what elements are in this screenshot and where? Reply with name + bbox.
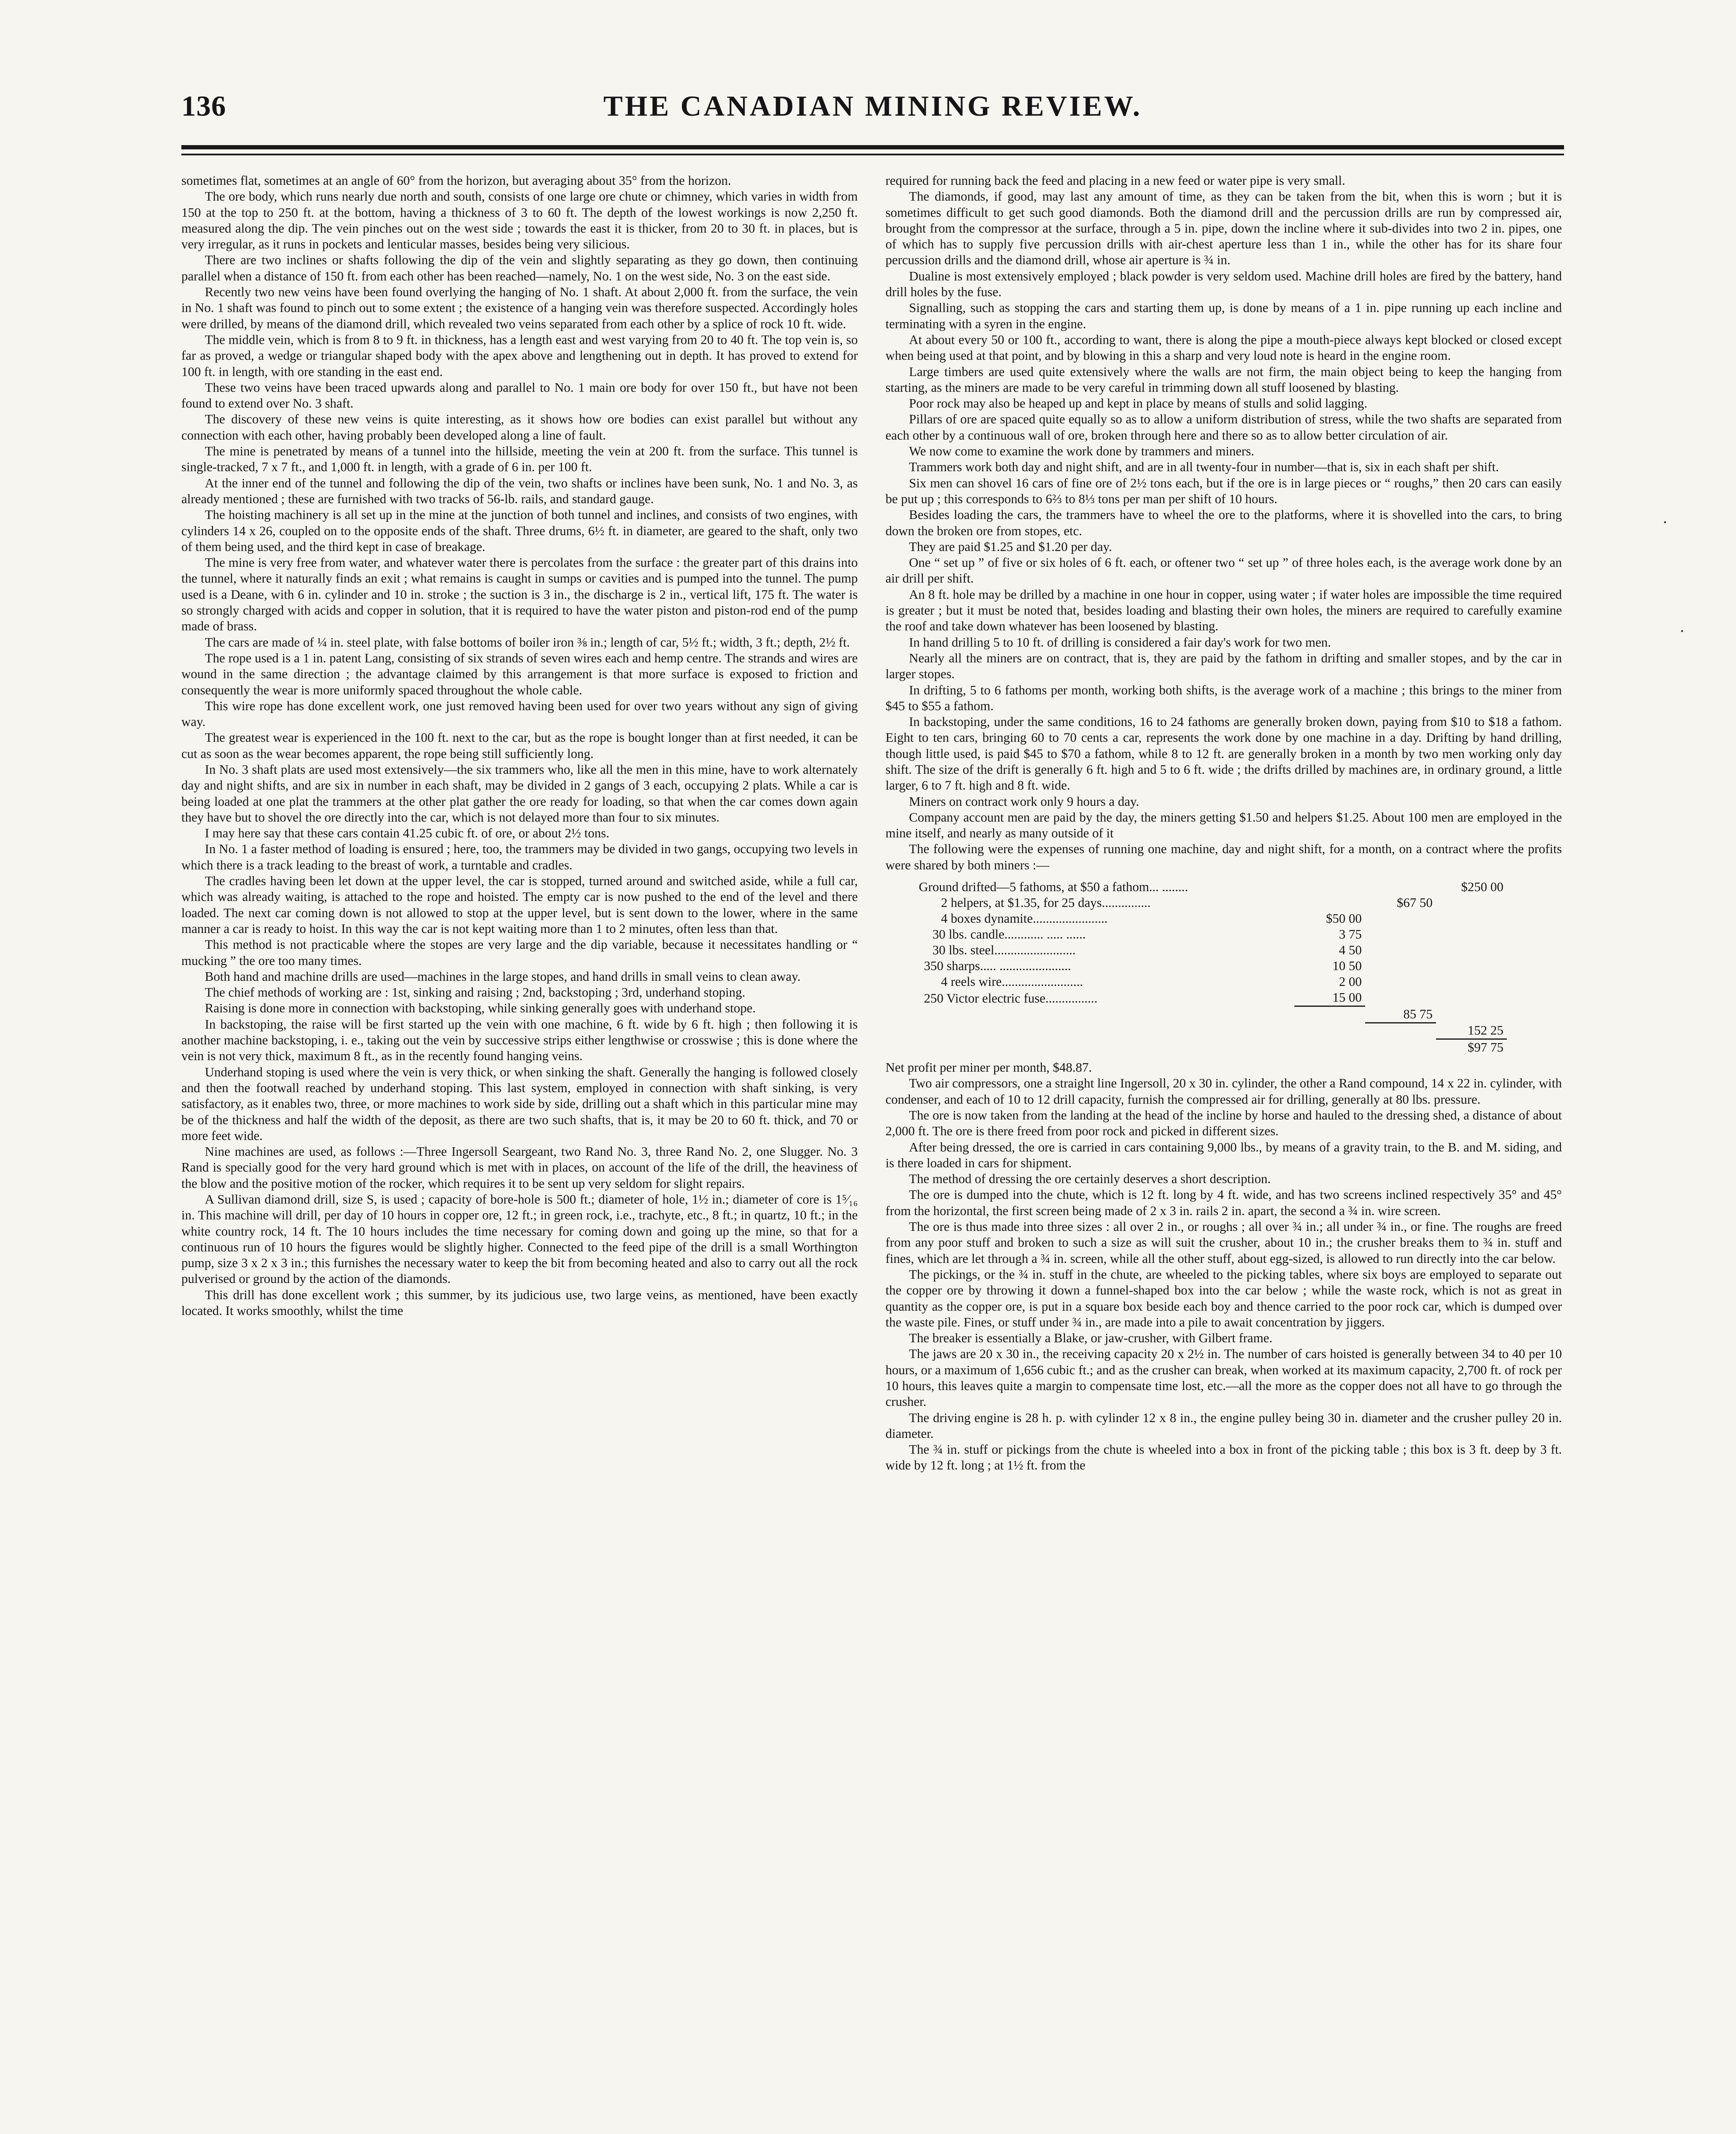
expense-label: 30 lbs. candle............ ..... ......: [932, 927, 1086, 942]
paragraph: At the inner end of the tunnel and following the dip of the vein, two shafts or inclines have been sunk, No. 1 and No. 3, as already mentioned ; these are furnished with two tracks of 56-lb. rails, and standard gauge.: [181, 475, 858, 506]
expense-label: 2 helpers, at $1.35, for 25 days...............: [941, 895, 1151, 910]
expenses-table: [915, 879, 1507, 1055]
paragraph: These two veins have been traced upwards along and parallel to No. 1 main ore body for over 150 ft., but have not been found to extend over No. 3 shaft.: [181, 380, 858, 411]
paragraph: The mine is very free from water, and whatever water there is percolates from the surface : the greater part of this drains into the tunnel, where it naturally finds an exit ; what remains is caught in sumps or cavities and is pumped into the tunnel. The pump used is a Deane, with 6 in. cylinder and 10 in. stroke ; the suction is 3 in., the discharge is 2 in., vertical lift, 175 ft. The water is so strongly charged with acids and copper in solution, that it is required to have the water piston and piston-rod end of the pump made of brass.: [181, 555, 858, 634]
expense-net: $97 75: [1436, 1039, 1507, 1056]
paragraph: The chief methods of working are : 1st, sinking and raising ; 2nd, backstoping ; 3rd, underhand stoping.: [205, 985, 746, 1000]
header-rule-thin: [181, 154, 1564, 155]
expense-amount: 3 75: [1339, 927, 1362, 942]
expense-net-row: [915, 1039, 1507, 1056]
net-profit-line: Net profit per miner per month, $48.87.: [885, 1060, 1092, 1075]
expense-label: 4 reels wire.........................: [941, 974, 1083, 989]
paragraph: They are paid $1.25 and $1.20 per day.: [909, 539, 1112, 554]
expense-total-row: [915, 1023, 1507, 1039]
paragraph: The greatest wear is experienced in the 100 ft. next to the car, but as the rope is bought longer than at first needed, it can be cut as soon as the wear becomes apparent, the rope being still sufficiently long.: [181, 730, 858, 761]
paragraph: An 8 ft. hole may be drilled by a machine in one hour in copper, using water ; if water holes are impossible the time required is greater ; but it must be noted that, besides loading and blasting their own holes, the miners are required to carefully examine the roof and take down whatever has been loosened by blasting.: [885, 587, 1562, 634]
paragraph: In backstoping, the raise will be first started up the vein with one machine, 6 ft. wide by 6 ft. high ; then following it is another machine backstoping, i. e., taking out the vein by successive strips either lengthwise or crosswise ; this is done where the vein is not very thick, maximum 8 ft., as in the recently found hanging veins.: [181, 1017, 858, 1064]
paragraph: The mine is penetrated by means of a tunnel into the hillside, meeting the vein at 200 ft. from the surface. This tunnel is single-tracked, 7 x 7 ft., and 1,000 ft. in length, with a grade of 6 in. per 100 ft.: [181, 444, 858, 475]
paragraph: Signalling, such as stopping the cars and starting them up, is done by means of a 1 in. pipe running up each incline and terminating with a syren in the engine.: [885, 300, 1562, 331]
expense-total: 152 25: [1468, 1023, 1503, 1038]
paragraph: Two air compressors, one a straight line Ingersoll, 20 x 30 in. cylinder, the other a Rand compound, 14 x 22 in. cylinder, with condenser, and each of 10 to 12 drill capacity, furnish the compressed air for drilling, generally at 80 lbs. pressure.: [885, 1076, 1562, 1107]
paragraph: The ore body, which runs nearly due north and south, consists of one large ore chute or chimney, which varies in width from 150 at the top to 250 ft. at the bottom, having a thickness of 3 to 60 ft. The depth of the lowest workings is now 2,250 ft. measured along the dip. The vein pinches out on the west side ; towards the east it is thicker, from 20 to 30 ft. in places, but is very irregular, as it runs in pockets and lenticular masses, besides being very silicious.: [181, 189, 858, 252]
paragraph: Nearly all the miners are on contract, that is, they are paid by the fathom in drifting and smaller stopes, and by the car in larger stopes.: [885, 650, 1562, 682]
paragraph: The hoisting machinery is all set up in the mine at the junction of both tunnel and inclines, and consists of two engines, with cylinders 14 x 26, coupled on to the opposite ends of the shaft. Three drums, 6½ ft. in diameter, are geared to the shaft, only two of them being used, and the third kept in case of breakage.: [181, 507, 858, 554]
left-column: [181, 173, 858, 2134]
paragraph: Large timbers are used quite extensively where the walls are not firm, the main object being to keep the hanging from starting, as the miners are made to be very careful in trimming down all stuff loosened by blasting.: [885, 364, 1562, 395]
expense-subtotal: 85 75: [1403, 1006, 1433, 1021]
paragraph: In backstoping, under the same conditions, 16 to 24 fathoms are generally broken down, paying from $10 to $18 a fathom. Eight to ten cars, bringing 60 to 70 cents a car, represents the work done by one machine in a day. Drifting by hand drilling, though little used, is paid $45 to $70 a fathom, while 8 to 12 ft. are generally broken in a month by two men working only day shift. The size of the drift is generally 6 ft. high and 5 to 6 ft. wide ; the drifts drilled by machines are, in ordinary ground, a little larger, 6 to 7 ft. high and 8 ft. wide.: [885, 714, 1562, 793]
paragraph: The diamonds, if good, may last any amount of time, as they can be taken from the bit, when this is worn ; but it is sometimes difficult to get such good diamonds. Both the diamond drill and the percussion drills are run by compressed air, brought from the compressor at the surface, through a 5 in. pipe, down the incline where it sub-divides into two 2 in. pipes, one of which has to supply five percussion drills with air-chest aperture less than 1 in., while the other has for its share four percussion drills and the diamond drill, whose air aperture is ¾ in.: [885, 189, 1562, 268]
expense-amount: $50 00: [1326, 911, 1362, 926]
paragraph: Besides loading the cars, the trammers have to wheel the ore to the platforms, where it is shovelled into the cars, to bring down the broken ore from stopes, etc.: [885, 507, 1562, 538]
expense-row: [915, 927, 1507, 942]
paragraph: The ¾ in. stuff or pickings from the chute is wheeled into a box in front of the picking table ; this box is 3 ft. deep by 3 ft. wide by 12 ft. long ; at 1½ ft. from the: [885, 1442, 1562, 1473]
paragraph: The pickings, or the ¾ in. stuff in the chute, are wheeled to the picking tables, where six boys are employed to separate out the copper ore by throwing it down a funnel-shaped box into the car below ; while the waste rock, which is not as great in quantity as the copper ore, is put in a square box beside each boy and thence carried to the poor rock car, which is dumped over the waste pile. Fines, or stuff under ¾ in., are made into a pile to await concentration by jiggers.: [885, 1267, 1562, 1329]
expense-row: [915, 911, 1507, 927]
right-column: [885, 173, 1562, 2134]
expense-label: 4 boxes dynamite.......................: [941, 911, 1108, 926]
expense-label: 350 sharps..... ......................: [924, 959, 1071, 974]
paragraph: In drifting, 5 to 6 fathoms per month, working both shifts, is the average work of a machine ; this brings to the miner from $45 to $55 a fathom.: [885, 682, 1562, 713]
paragraph: Six men can shovel 16 cars of fine ore of 2½ tons each, but if the ore is in large pieces or “ roughs,” then 20 cars can easily be put up ; this corresponds to 6⅔ to 8⅓ tons per man per shift of 10 hours.: [885, 475, 1562, 506]
paragraph: In No. 3 shaft plats are used most extensively—the six trammers who, like all the men in this mine, have to work alternately day and night shifts, and are six in number in each shaft, may be divided in 2 gangs of 3 each, occupying 2 plats. While a car is being loaded at one plat the trammers at the other plat gather the ore ready for loading, so that when the car comes down again they have but to shovel the ore directly into the car, which is not delayed more than four to six minutes.: [181, 762, 858, 825]
expense-amount: 15 00: [1332, 990, 1362, 1005]
paragraph: The breaker is essentially a Blake, or jaw-crusher, with Gilbert frame.: [909, 1331, 1273, 1346]
expense-label: 30 lbs. steel.........................: [932, 943, 1076, 958]
paragraph: This drill has done excellent work ; this summer, by its judicious use, two large veins, as mentioned, have been exactly located. It works smoothly, whilst the time: [181, 1287, 858, 1318]
paragraph: This method is not practicable where the stopes are very large and the dip variable, because it necessitates handling or “ mucking ” the ore too many times.: [181, 937, 858, 968]
paragraph: In No. 1 a faster method of loading is ensured ; here, too, the trammers may be divided in two gangs, occupying two levels in which there is a track leading to the breast of work, a turntable and cradles.: [181, 842, 858, 872]
running-head: [181, 83, 1564, 134]
paragraph: The cradles having been let down at the upper level, the car is stopped, turned around and switched aside, while a full car, which was already waiting, is attached to the rope and hoisted. The empty car is now pushed to the end of the level and there loaded. The next car coming down is not allowed to stop at the upper level, but is sent down to the lower, where in the same manner a car is ready to hoist. In this way the car is not kept waiting more than 1 to 2 minutes, often less than that.: [181, 874, 858, 936]
paragraph: We now come to examine the work done by trammers and miners.: [909, 444, 1254, 459]
expense-label: Ground drifted—5 fathoms, at $50 a fathom... ........: [919, 880, 1188, 895]
expense-label: 250 Victor electric fuse................: [924, 991, 1098, 1006]
expense-row: [915, 958, 1507, 974]
header-rule-thick: [181, 145, 1564, 149]
page-number: 136: [181, 90, 226, 122]
expense-amount: 4 50: [1339, 943, 1362, 958]
paragraph: The ore is dumped into the chute, which is 12 ft. long by 4 ft. wide, and has two screens inclined respectively 35° and 45° from the horizontal, the first screen being made of 2 x 3 in. rails 2 in. apart, the second a ¾ in. wire screen.: [885, 1187, 1562, 1218]
paragraph: This wire rope has done excellent work, one just removed having been used for over two years without any sign of giving way.: [181, 698, 858, 729]
paragraph: Poor rock may also be heaped up and kept in place by means of stulls and solid lagging.: [909, 396, 1368, 411]
expense-row: [915, 895, 1507, 911]
journal-title: THE CANADIAN MINING REVIEW.: [603, 90, 1142, 122]
paragraph: The driving engine is 28 h. p. with cylinder 12 x 8 in., the engine pulley being 30 in. diameter and the crusher pulley 20 in. diameter.: [885, 1410, 1562, 1441]
paragraph: At about every 50 or 100 ft., according to want, there is along the pipe a mouth-piece always kept blocked or closed except when being used at that point, and by blowing in this a sharp and very loud note is heard in the engine room.: [885, 332, 1562, 363]
paragraph: Recently two new veins have been found overlying the hanging of No. 1 shaft. At about 2,000 ft. from the surface, the vein in No. 1 shaft was found to pinch out to some extent ; the existence of a hanging vein was therefore suspected. Accordingly holes were drilled, by means of the diamond drill, which revealed two veins separated from each other by a splice of rock 10 ft. wide.: [181, 285, 858, 331]
margin-speck: ·: [1679, 621, 1685, 641]
paragraph: Pillars of ore are spaced quite equally so as to allow a uniform distribution of stress, while the two shafts are separated from each other by a continuous wall of ore, broken through here and there so as to allow better circulation of air.: [885, 412, 1562, 443]
paragraph: I may here say that these cars contain 41.25 cubic ft. of ore, or about 2½ tons.: [205, 826, 609, 841]
paragraph: There are two inclines or shafts following the dip of the vein and slightly separating as they go down, then continuing parallel when a distance of 150 ft. from each other has been reached—namely, No. 1 on the west side, No. 3 on the east side.: [181, 253, 858, 283]
paragraph: The following were the expenses of running one machine, day and night shift, for a month, on a contract where the profits were shared by both miners :—: [885, 842, 1562, 872]
paragraph: Miners on contract work only 9 hours a day.: [909, 794, 1139, 809]
expense-amount: 10 50: [1332, 959, 1362, 974]
paragraph: The ore is now taken from the landing at the head of the incline by horse and hauled to the dressing shed, a distance of about 2,000 ft. The ore is there freed from poor rock and picked in different sizes.: [885, 1108, 1562, 1139]
paragraph: Raising is done more in connection with backstoping, while sinking generally goes with underhand stope.: [205, 1001, 756, 1016]
margin-speck: ·: [1662, 513, 1668, 532]
paragraph: The jaws are 20 x 30 in., the receiving capacity 20 x 2½ in. The number of cars hoisted is generally between 34 to 40 per 10 hours, or a maximum of 1,656 cubic ft.; and as the crusher can break, when worked at its maximum capacity, 2,700 ft. of rock per 10 hours, this leaves quite a margin to compensate time lost, etc.—all the more as the copper does not all have to go through the crusher.: [885, 1347, 1562, 1409]
paragraph: sometimes flat, sometimes at an angle of 60° from the horizon, but averaging about 35° from the horizon.: [181, 173, 731, 188]
paragraph: Trammers work both day and night shift, and are in all twenty-four in number—that is, six in each shaft per shift.: [909, 460, 1499, 475]
expense-amount: 2 00: [1339, 974, 1362, 989]
expense-row: [915, 942, 1507, 958]
paragraph: After being dressed, the ore is carried in cars containing 9,000 lbs., by means of a gravity train, to the B. and M. siding, and is there loaded in cars for shipment.: [885, 1140, 1562, 1170]
expense-subtotal-row: [915, 1006, 1507, 1023]
paragraph: One “ set up ” of five or six holes of 6 ft. each, or oftener two “ set up ” of three holes each, is the average work done by an air drill per shift.: [885, 555, 1562, 586]
expense-row: [915, 974, 1507, 990]
paragraph: Nine machines are used, as follows :—Three Ingersoll Seargeant, two Rand No. 3, three Rand No. 2, one Slugger. No. 3 Rand is specially good for the very hard ground which is met with in places, on account of the life of the drill, the heaviness of the blow and the positive motion of the rocker, which requires it to be sent up very seldom for slight repairs.: [181, 1144, 858, 1191]
expense-amount: $67 50: [1397, 895, 1433, 910]
paragraph: The cars are made of ¼ in. steel plate, with false bottoms of boiler iron ⅜ in.; length of car, 5½ ft.; width, 3 ft.; depth, 2½ ft.: [205, 635, 850, 650]
paragraph: The method of dressing the ore certainly deserves a short description.: [909, 1172, 1271, 1187]
paragraph: Company account men are paid by the day, the miners getting $1.50 and helpers $1.25. About 100 men are employed in the mine itself, and nearly as many outside of it: [885, 810, 1562, 841]
paragraph: Underhand stoping is used where the vein is very thick, or when sinking the shaft. Generally the hanging is followed closely and then the footwall reached by underhand stoping. This last system, employed in connection with shaft sinking, is very satisfactory, as it enables two, three, or more machines to work side by side, drilling out a shaft which in this particular mine may be of the thickness and half the width of the deposit, as there are two such shafts, that is, it may be 20 to 60 ft. thick, and 70 or more feet wide.: [181, 1064, 858, 1143]
paragraph: Both hand and machine drills are used—machines in the large stopes, and hand drills in small veins to clean away.: [205, 969, 801, 984]
paragraph: A Sullivan diamond drill, size S, is used ; capacity of bore-hole is 500 ft.; diameter of hole, 1½ in.; diameter of core is 1⁵⁄₁₆ in. This machine will drill, per day of 10 hours in copper ore, 12 ft.; in green rock, i.e., trachyte, etc., 8 ft.; in quartz, 10 ft.; in the white country rock, 14 ft. The 10 hours includes the time necessary for coming down and going up the mine, so that for a continuous run of 10 hours the figures would be slightly higher. Connected to the feed pipe of the drill is a small Worthington pump, size 3 x 2 x 3 in.; this furnishes the necessary water to keep the bit from becoming heated and also to carry out all the rock pulverised or ground by the action of the diamonds.: [181, 1192, 858, 1286]
expense-amount: $250 00: [1461, 880, 1503, 895]
paragraph: The middle vein, which is from 8 to 9 ft. in thickness, has a length east and west varying from 20 to 40 ft. The top vein is, so far as proved, a wedge or triangular shaped body with the apex above and lengthening out in depth. It has proved to extend for 100 ft. in length, with ore standing in the east end.: [181, 332, 858, 379]
expense-row: [915, 990, 1507, 1006]
paragraph: In hand drilling 5 to 10 ft. of drilling is considered a fair day's work for two men.: [909, 635, 1331, 650]
paragraph: required for running back the feed and placing in a new feed or water pipe is very small.: [885, 173, 1346, 188]
paragraph: The rope used is a 1 in. patent Lang, consisting of six strands of seven wires each and hemp centre. The strands and wires are wound in the same direction ; the advantage claimed by this arrangement is that more surface is exposed to friction and consequently the wear is more uniformly spaced throughout the whole cable.: [181, 650, 858, 697]
paragraph: The discovery of these new veins is quite interesting, as it shows how ore bodies can exist parallel but without any connection with each other, having probably been developed along a line of fault.: [181, 412, 858, 443]
expense-row: [915, 879, 1507, 895]
paragraph: The ore is thus made into three sizes : all over 2 in., or roughs ; all over ¾ in.; all under ¾ in., or fine. The roughs are freed from any poor stuff and broken to such a size as will suit the crusher, about 10 in.; the crusher breaks them to ¾ in. stuff and fines, which are let through a ¾ in. screen, while all the other stuff, about egg-sized, is allowed to run directly into the car below.: [885, 1219, 1562, 1266]
paragraph: Dualine is most extensively employed ; black powder is very seldom used. Machine drill holes are fired by the battery, hand drill holes by the fuse.: [885, 268, 1562, 300]
